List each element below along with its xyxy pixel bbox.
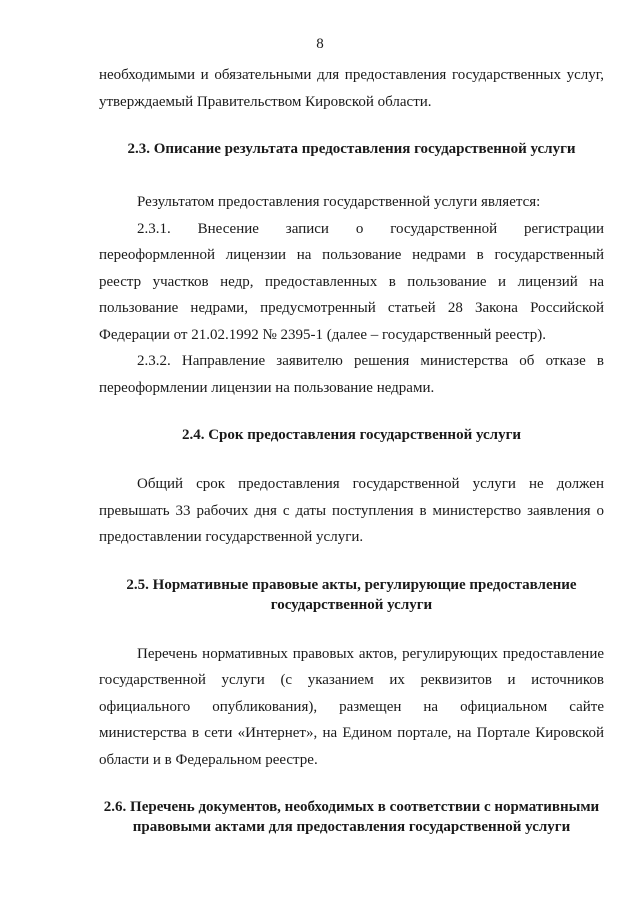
section-2-5-heading-line-2: государственной услуги [270, 596, 433, 613]
section-2-3-1-paragraph: 2.3.1. Внесение записи о государственной регистрации переоформленной лицензии на пользование недрами в государственный реестр участков недр, предоставленных в пользование и лицензий на пользование недрами, предусмотренный статьей 28 Закона Российской Федерации от 21.02.1992 № 2395-1 (далее – государственный реестр). [99, 220, 604, 343]
section-2-5-paragraph: Перечень нормативных правовых актов, регулирующих предоставление государственной услуги (с указанием их реквизитов и источников официального опубликования), размещен на официальном сайте министерства в сети «Интернет», на Едином портале, на Портале Кировской области и в Федеральном реестре. [99, 645, 604, 768]
section-2-4-heading: 2.4. Срок предоставления государственной услуги [181, 427, 522, 443]
section-2-5-heading [99, 575, 604, 615]
intro-paragraph: необходимыми и обязательными для предоставления государственных услуг, утверждаемый Правительством Кировской области. [99, 67, 604, 110]
section-2-3-lead: Результатом предоставления государственной услуги является: [137, 194, 541, 210]
section-2-6-heading-line-2: правовыми актами для предоставления государственной услуги [132, 819, 571, 835]
section-2-3-2-paragraph: 2.3.2. Направление заявителю решения министерства об отказе в переоформлении лицензии на пользование недрами. [99, 353, 604, 396]
document-body [99, 62, 604, 837]
page-number: 8 [316, 36, 324, 52]
section-2-6-heading-line-1: 2.6. Перечень документов, необходимых в соответствии с нормативными [103, 799, 600, 815]
section-2-4-paragraph: Общий срок предоставления государственной услуги не должен превышать 33 рабочих дня с даты поступления в министерство заявления о предоставлении государственной услуги. [99, 476, 604, 545]
section-2-6-heading [99, 797, 604, 837]
section-2-3-heading: 2.3. Описание результата предоставления государственной услуги [127, 141, 576, 157]
section-2-5-heading-line-1: 2.5. Нормативные правовые акты, регулирующие предоставление [126, 576, 577, 593]
